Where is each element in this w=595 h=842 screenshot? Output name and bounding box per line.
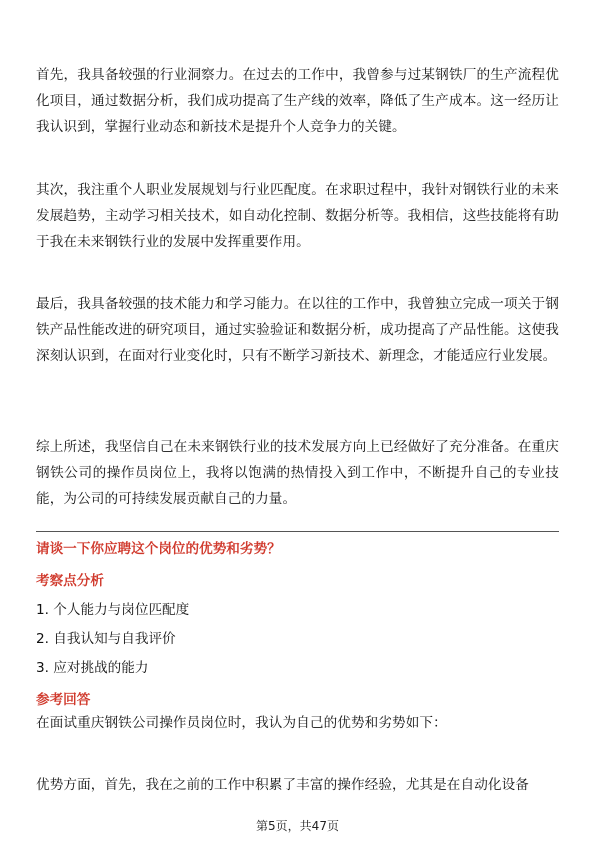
page-number: 第5页，共47页 [256, 819, 339, 833]
answer-paragraph-2: 优势方面，首先，我在之前的工作中积累了丰富的操作经验，尤其是在自动化设备 [36, 777, 529, 793]
answer-heading: 参考回答 [36, 692, 91, 708]
paragraph-3: 最后，我具备较强的技术能力和学习能力。在以往的工作中，我曾独立完成一项关于钢铁产品性能改进的研究项目，通过实验验证和数据分析，成功提高了产品性能。这使我深刻认识到，在面对行业变化时，只有不断学习新技术、新理念，才能适应行业发展。 [36, 296, 559, 364]
list-item: 3. 应对挑战的能力 [36, 660, 149, 676]
list-item: 1. 个人能力与岗位匹配度 [36, 602, 190, 618]
answer-paragraph-1: 在面试重庆钢铁公司操作员岗位时，我认为自己的优势和劣势如下： [36, 715, 447, 731]
paragraph-2: 其次，我注重个人职业发展规划与行业匹配度。在求职过程中，我针对钢铁行业的未来发展趋势，主动学习相关技术，如自动化控制、数据分析等。我相信，这些技能将有助于我在未来钢铁行业的发展中发挥重要作用。 [36, 182, 559, 250]
analysis-list [36, 596, 189, 683]
list-item: 2. 自我认知与自我评价 [36, 631, 176, 647]
section-divider [36, 531, 559, 532]
paragraph-4: 综上所述，我坚信自己在未来钢铁行业的技术发展方向上已经做好了充分准备。在重庆钢铁公司的操作员岗位上，我将以饱满的热情投入到工作中，不断提升自己的专业技能，为公司的可持续发展贡献自己的力量。 [36, 439, 559, 507]
paragraph-1: 首先，我具备较强的行业洞察力。在过去的工作中，我曾参与过某钢铁厂的生产流程优化项目，通过数据分析，我们成功提高了生产线的效率，降低了生产成本。这一经历让我认识到，掌握行业动态和新技术是提升个人竞争力的关键。 [36, 67, 559, 135]
analysis-heading: 考察点分析 [36, 573, 104, 589]
interview-question: 请谈一下你应聘这个岗位的优势和劣势？ [36, 541, 281, 557]
